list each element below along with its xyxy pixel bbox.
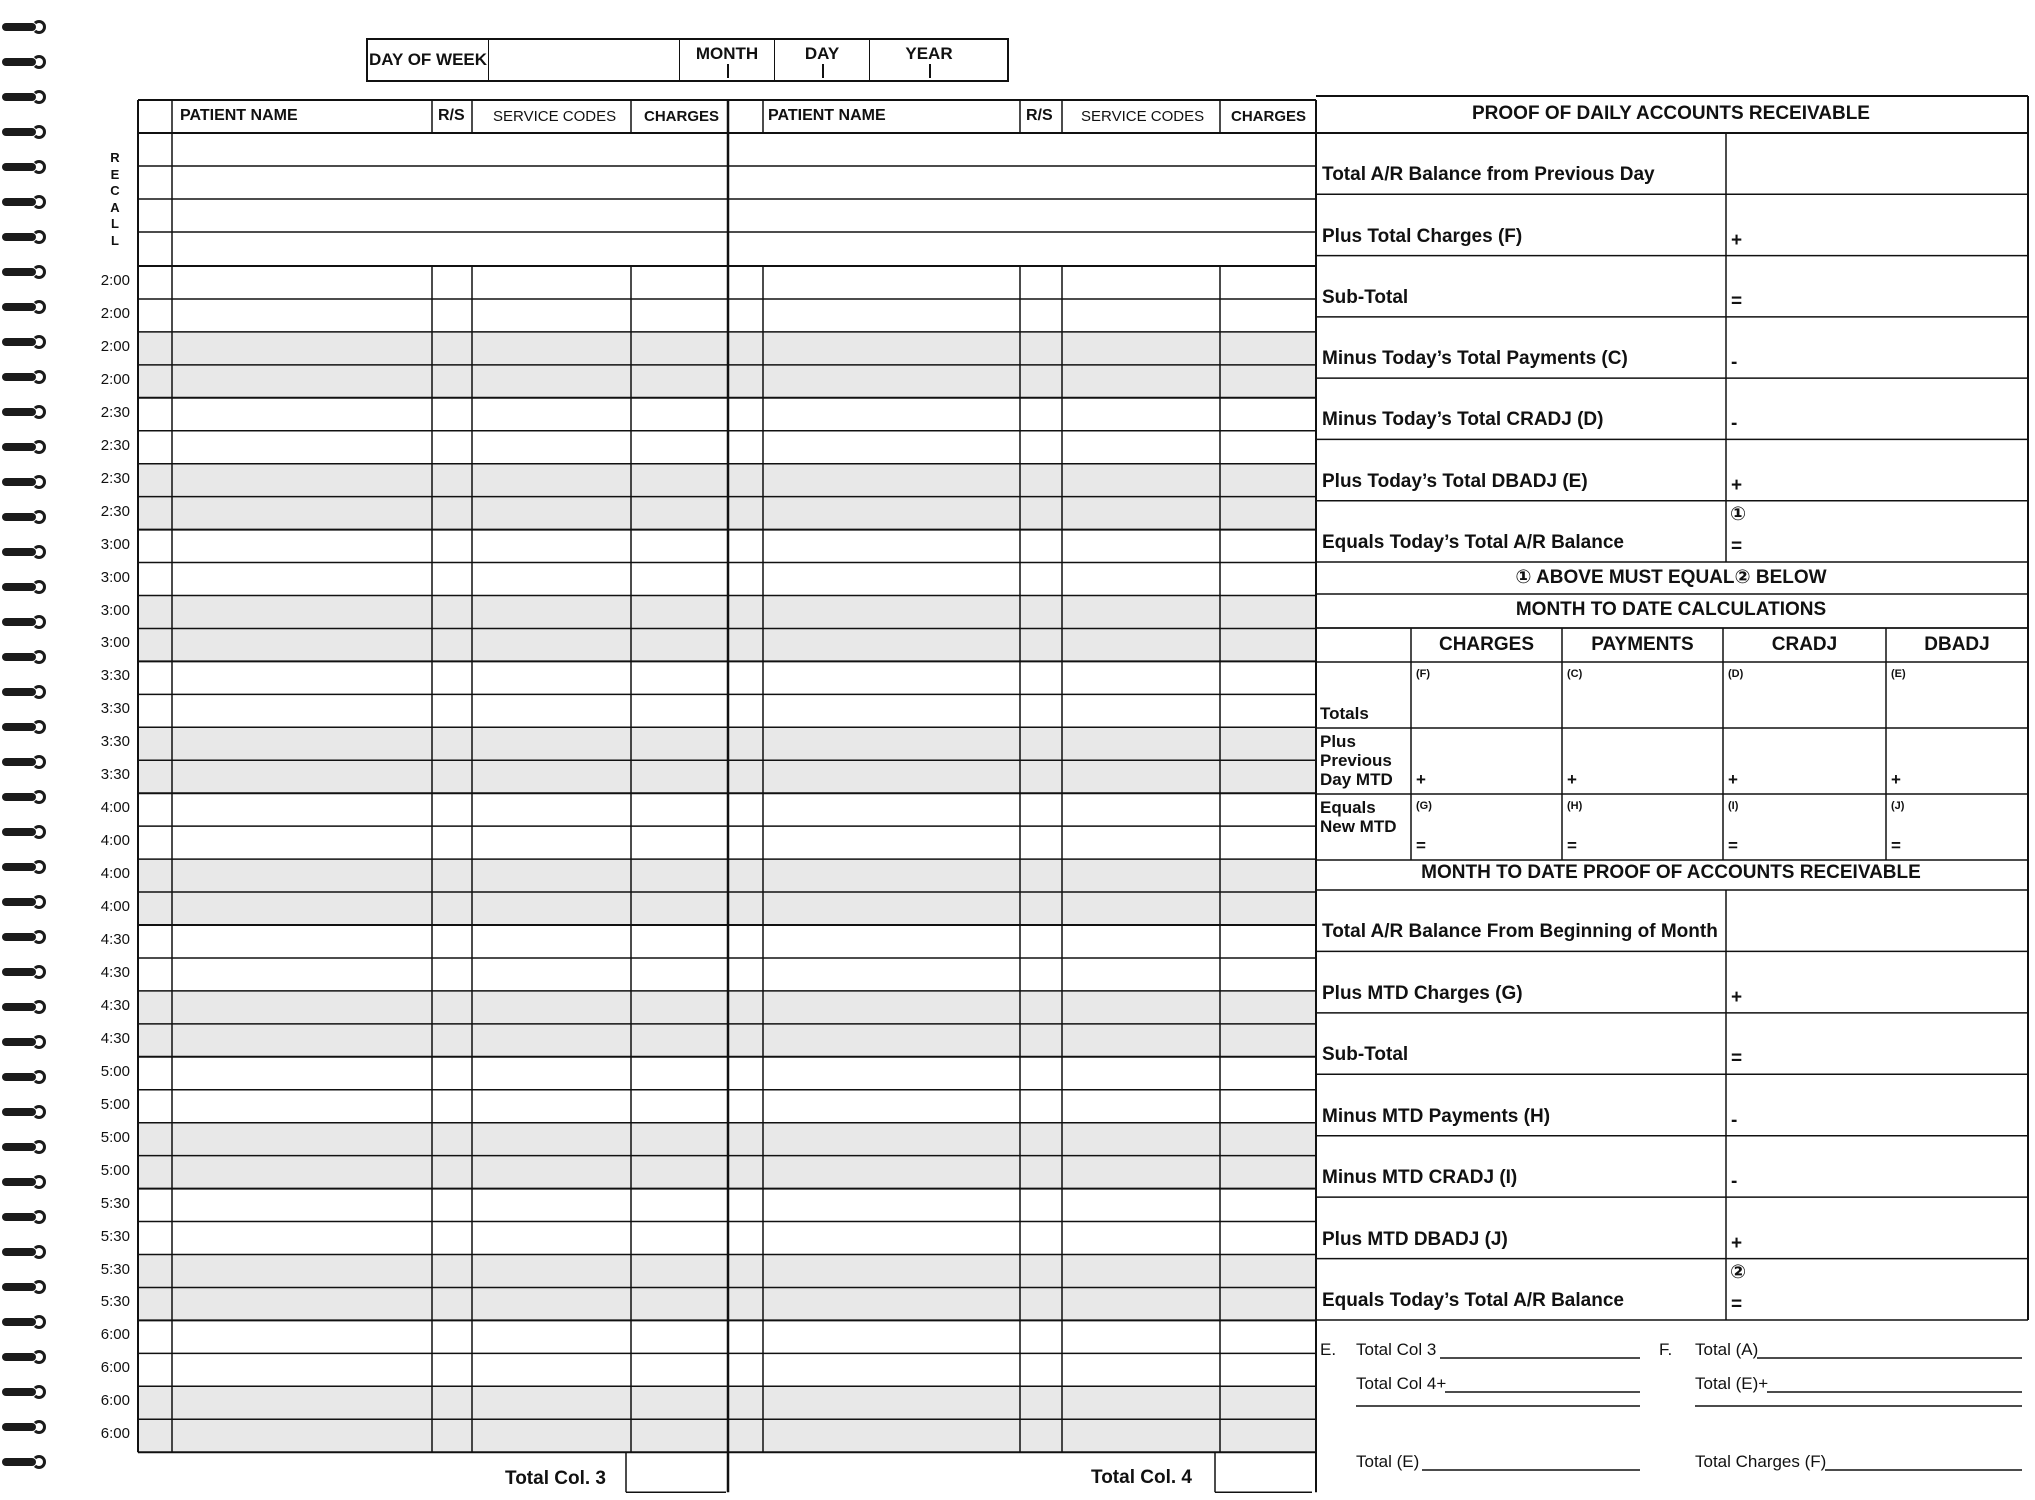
mtd-sign: + (1728, 770, 1738, 789)
proof-daily-value-field[interactable] (1727, 135, 2025, 192)
proof-mtd-value-field[interactable] (1727, 1076, 2025, 1133)
mtd-sign: = (1416, 836, 1426, 855)
time-slot-label: 5:30 (100, 1194, 130, 1212)
time-slot-label: 3:30 (100, 733, 130, 751)
time-slot-label: 3:30 (100, 667, 130, 685)
proof-mtd-value-field[interactable] (1727, 953, 2025, 1010)
mtd-value-cell[interactable] (1412, 729, 1561, 793)
total-col4-label: Total Col. 4 (1091, 1467, 1192, 1488)
proof-mtd-sign: + (1731, 1232, 1743, 1254)
time-slot-label: 5:30 (100, 1260, 130, 1278)
time-slot-label: 2:00 (100, 304, 130, 322)
time-slot-label: 3:00 (100, 634, 130, 652)
charges-header-right: CHARGES (1231, 108, 1307, 125)
month-label[interactable]: MONTH (680, 40, 775, 80)
rs-header-right: R/S (1026, 107, 1053, 124)
time-slot-label: 4:30 (100, 931, 130, 948)
proof-daily-row-label: Minus Today’s Total CRADJ (D) (1322, 409, 1604, 431)
recall-letter: L (111, 232, 119, 248)
proof-daily-sign: + (1731, 229, 1743, 251)
proof-mtd-row-label: Plus MTD DBADJ (J) (1322, 1228, 1508, 1250)
total-col4-line-label: Total Col 4+ (1356, 1374, 1447, 1393)
mtd-col-header: CRADJ (1771, 634, 1838, 655)
time-slot-label: 5:00 (100, 1128, 130, 1146)
time-slot-label: 3:30 (100, 766, 130, 784)
proof-mtd-row-label: Equals Today’s Total A/R Balance (1322, 1290, 1624, 1311)
proof-mtd-row-label: Total A/R Balance From Beginning of Month (1322, 921, 1718, 943)
recall-letter: R (110, 150, 120, 165)
patient-name-header-left: PATIENT NAME (180, 107, 298, 124)
proof-mtd-value-field[interactable] (1727, 892, 2025, 949)
proof-daily-sign: = (1731, 536, 1743, 557)
total-e-line-label: Total (E) (1356, 1452, 1420, 1471)
time-slot-label: 2:30 (100, 469, 130, 487)
circled-marker: ② (1730, 1261, 1747, 1283)
proof-daily-row-label: Sub-Total (1322, 286, 1409, 308)
time-slot-label: 2:00 (100, 337, 130, 355)
time-slot-label: 4:00 (100, 832, 130, 850)
recall-letter: E (110, 166, 120, 182)
time-slot-label: 4:30 (100, 963, 130, 981)
mtd-value-cell[interactable] (1412, 663, 1561, 727)
total-a-line-label: Total (A) (1695, 1340, 1759, 1359)
service-codes-header-right: SERVICE CODES (1081, 108, 1205, 125)
e-letter: E. (1320, 1340, 1337, 1359)
mtd-value-cell[interactable] (1563, 729, 1722, 793)
proof-mtd-sign: - (1731, 1171, 1738, 1193)
proof-daily-title: PROOF OF DAILY ACCOUNTS RECEIVABLE (1472, 103, 1870, 124)
day-of-week-label: DAY OF WEEK (368, 40, 489, 80)
time-slot-label: 2:00 (100, 272, 130, 289)
mtd-sign: + (1416, 770, 1426, 789)
time-slot-label: 5:30 (100, 1227, 130, 1245)
mtd-col-header: PAYMENTS (1591, 634, 1694, 655)
proof-daily-row-label: Equals Today’s Total A/R Balance (1322, 532, 1624, 553)
day-label[interactable]: DAY (775, 40, 870, 80)
mtd-code-label: (C) (1567, 668, 1583, 680)
mtd-row-label: Equals New MTD (1320, 798, 1397, 836)
circled-marker: ① (1730, 503, 1747, 525)
mtd-value-cell[interactable] (1563, 795, 1722, 859)
mtd-col-header: CHARGES (1438, 634, 1534, 655)
time-slot-label: 5:00 (100, 1161, 130, 1179)
service-codes-header-left: SERVICE CODES (493, 108, 617, 125)
mtd-row-label: Totals (1320, 704, 1369, 723)
proof-mtd-row-label: Plus MTD Charges (G) (1322, 982, 1523, 1004)
mtd-code-label: (E) (1891, 668, 1906, 680)
mtd-value-cell[interactable] (1887, 795, 2027, 859)
mtd-code-label: (H) (1567, 800, 1583, 812)
time-slot-label: 3:00 (100, 568, 130, 586)
proof-daily-value-field[interactable] (1727, 380, 2025, 437)
recall-letter: C (110, 183, 120, 198)
mtd-value-cell[interactable] (1724, 729, 1885, 793)
mtd-value-cell[interactable] (1724, 663, 1885, 727)
mtd-row-label: Plus Previous Day MTD (1320, 732, 1393, 789)
mtd-code-label: (J) (1891, 800, 1905, 812)
proof-mtd-value-field[interactable] (1727, 1138, 2025, 1195)
time-slot-label: 5:30 (100, 1293, 130, 1311)
mtd-sign: = (1567, 836, 1577, 855)
time-slot-label: 2:30 (100, 436, 130, 454)
mtd-value-cell[interactable] (1563, 663, 1722, 727)
charges-header-left: CHARGES (644, 108, 720, 125)
total-col3-line-label: Total Col 3 (1356, 1340, 1437, 1359)
mtd-sign: + (1891, 770, 1901, 789)
mtd-value-cell[interactable] (1412, 795, 1561, 859)
mtd-code-label: (I) (1728, 800, 1739, 812)
time-slot-label: 6:00 (100, 1326, 130, 1344)
proof-mtd-sign: + (1731, 986, 1743, 1008)
proof-daily-value-field[interactable] (1727, 319, 2025, 376)
rs-header-left: R/S (438, 107, 465, 124)
mtd-value-cell[interactable] (1887, 729, 2027, 793)
f-letter: F. (1659, 1340, 1673, 1359)
proof-mtd-sign: = (1731, 1294, 1743, 1315)
time-slot-label: 6:00 (100, 1392, 130, 1410)
proof-mtd-row-label: Minus MTD CRADJ (I) (1322, 1167, 1518, 1189)
time-slot-label: 4:00 (100, 865, 130, 883)
proof-mtd-value-field[interactable] (1727, 1261, 2025, 1318)
proof-daily-value-field[interactable] (1727, 503, 2025, 560)
proof-daily-sign: + (1731, 474, 1743, 496)
proof-daily-sign: - (1731, 352, 1738, 374)
mtd-value-cell[interactable] (1887, 663, 2027, 727)
proof-daily-row-label: Plus Today’s Total DBADJ (E) (1322, 470, 1588, 492)
proof-mtd-sign: = (1731, 1048, 1743, 1070)
total-col3-label: Total Col. 3 (505, 1468, 606, 1489)
mtd-value-cell[interactable] (1724, 795, 1885, 859)
time-slot-label: 2:30 (100, 502, 130, 520)
recall-label (105, 150, 125, 249)
mtd-code-label: (D) (1728, 668, 1744, 680)
patient-name-header-right: PATIENT NAME (768, 107, 886, 124)
proof-daily-sign: - (1731, 413, 1738, 435)
mtd-calc-title: MONTH TO DATE CALCULATIONS (1515, 599, 1827, 620)
time-slot-label: 3:00 (100, 535, 130, 553)
time-slot-label: 4:00 (100, 799, 130, 817)
total-charges-line-label: Total Charges (F) (1695, 1452, 1827, 1471)
time-slot-label: 5:00 (100, 1062, 130, 1080)
time-slot-label: 2:00 (100, 370, 130, 388)
time-slot-label: 4:00 (100, 898, 130, 916)
time-slot-label: 4:30 (100, 1029, 130, 1047)
mtd-sign: = (1728, 836, 1738, 855)
proof-mtd-value-field[interactable] (1727, 1015, 2025, 1072)
proof-daily-row-label: Plus Total Charges (F) (1322, 225, 1523, 247)
time-slot-label: 6:00 (100, 1425, 130, 1443)
mtd-sign: = (1891, 836, 1901, 855)
proof-mtd-row-label: Minus MTD Payments (H) (1322, 1105, 1551, 1127)
mtd-code-label: (G) (1416, 800, 1432, 812)
proof-mtd-value-field[interactable] (1727, 1199, 2025, 1256)
mtd-col-header: DBADJ (1924, 634, 1990, 655)
proof-daily-sign: = (1731, 290, 1743, 312)
recall-letter: A (110, 199, 120, 215)
time-slot-label: 2:30 (100, 403, 130, 421)
proof-daily-row-label: Minus Today’s Total Payments (C) (1322, 348, 1628, 370)
proof-daily-value-field[interactable] (1727, 258, 2025, 315)
time-slot-label: 4:30 (100, 996, 130, 1014)
time-slot-label: 3:00 (100, 601, 130, 619)
mtd-code-label: (F) (1416, 668, 1431, 680)
total-e-plus-line-label: Total (E)+ (1695, 1374, 1769, 1393)
proof-daily-row-label: Total A/R Balance from Previous Day (1322, 164, 1655, 186)
proof-mtd-row-label: Sub-Total (1322, 1044, 1409, 1066)
mtd-sign: + (1567, 770, 1577, 789)
equal-note: ① ABOVE MUST EQUAL② BELOW (1515, 567, 1827, 588)
time-slot-label: 3:30 (100, 700, 130, 718)
year-label[interactable]: YEAR (870, 40, 988, 80)
proof-daily-value-field[interactable] (1727, 196, 2025, 253)
proof-daily-value-field[interactable] (1727, 441, 2025, 498)
time-slot-label: 6:00 (100, 1359, 130, 1377)
proof-mtd-title: MONTH TO DATE PROOF OF ACCOUNTS RECEIVABLE (1421, 862, 1921, 883)
time-slot-label: 5:00 (100, 1095, 130, 1113)
proof-mtd-sign: - (1731, 1109, 1738, 1131)
recall-letter: L (111, 216, 119, 231)
